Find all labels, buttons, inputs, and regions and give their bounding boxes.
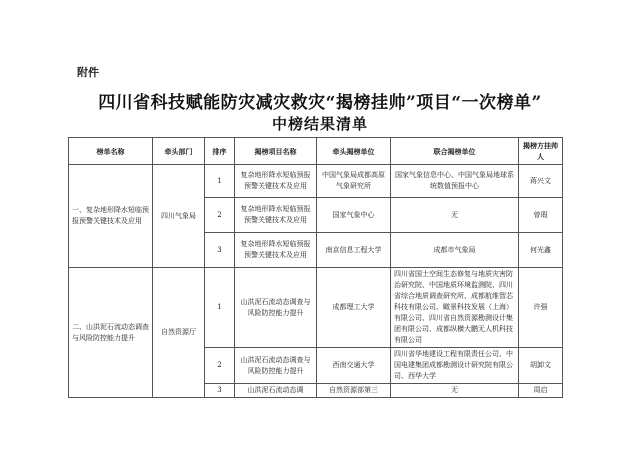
header-rank: 排序	[205, 138, 235, 165]
leader-cell: 曾瑕	[519, 198, 563, 233]
leader-cell: 许强	[519, 268, 563, 348]
header-lead-unit: 牵头揭榜单位	[317, 138, 391, 165]
rank-cell: 1	[205, 165, 235, 198]
joint-units-cell: 四川省华地建设工程有限责任公司、中国电建集团成都勘测设计研究院有限公司、西华大学	[391, 348, 519, 384]
page-subtitle: 中榜结果清单	[271, 115, 368, 133]
joint-units-cell: 成都市气象局	[391, 233, 519, 268]
lead-unit-cell: 中国气象局成都高原气象研究所	[317, 165, 391, 198]
group-name: 一、复杂地形降水短临预报预警关键技术及应用	[69, 165, 153, 268]
header-project: 揭榜项目名称	[235, 138, 317, 165]
group-department: 四川气象局	[153, 165, 205, 268]
joint-units-cell: 无	[391, 384, 519, 398]
rank-cell: 2	[205, 348, 235, 384]
project-cell: 山洪泥石流动态调查与风险防控能力提升	[235, 348, 317, 384]
project-cell: 复杂地形降水短临预报预警关键技术及应用	[235, 165, 317, 198]
rank-cell: 1	[205, 268, 235, 348]
project-cell: 复杂地形降水短临预报预警关键技术及应用	[235, 233, 317, 268]
header-joint-units: 联合揭榜单位	[391, 138, 519, 165]
page-title: 四川省科技赋能防灾减灾救灾“揭榜挂帅”项目“一次榜单”	[98, 93, 542, 113]
leader-cell: 胡卸文	[519, 348, 563, 384]
joint-units-cell: 四川省国土空间生态修复与地质灾害防治研究院、中国地质环境监测院、四川省综合地质调查研究所、成都航维智芯科技有限公司、瞰景科技发展（上海）有限公司、四川省自然资源勘测设计集团有限公司、成都纵横大鹏无人机科技有限公司	[391, 268, 519, 348]
table-header-row	[69, 138, 563, 165]
table-row	[69, 165, 563, 198]
joint-units-cell: 国家气象信息中心、中国气象局地球系统数值预报中心	[391, 165, 519, 198]
leader-cell: 周启	[519, 384, 563, 398]
results-table	[68, 137, 563, 398]
rank-cell: 3	[205, 233, 235, 268]
leader-cell: 何光鑫	[519, 233, 563, 268]
rank-cell: 2	[205, 198, 235, 233]
rank-cell: 3	[205, 384, 235, 398]
lead-unit-cell: 成都理工大学	[317, 268, 391, 348]
group-department: 自然资源厅	[153, 268, 205, 398]
header-leader: 揭榜方挂帅人	[519, 138, 563, 165]
project-cell: 复杂地形降水短临预报预警关键技术及应用	[235, 198, 317, 233]
table-row	[69, 268, 563, 348]
lead-unit-cell: 西南交通大学	[317, 348, 391, 384]
project-cell: 山洪泥石流动态调查与风险防控能力提升	[235, 268, 317, 348]
leader-cell: 蒋兴文	[519, 165, 563, 198]
joint-units-cell: 无	[391, 198, 519, 233]
lead-unit-cell: 南京信息工程大学	[317, 233, 391, 268]
header-list-name: 榜单名称	[69, 138, 153, 165]
project-cell: 山洪泥石流动态调	[235, 384, 317, 398]
lead-unit-cell: 国家气象中心	[317, 198, 391, 233]
group-name: 二、山洪泥石流动态调查与风险防控能力提升	[69, 268, 153, 398]
attachment-label: 附件	[77, 66, 99, 79]
header-department: 牵头部门	[153, 138, 205, 165]
lead-unit-cell: 自然资源部第三	[317, 384, 391, 398]
